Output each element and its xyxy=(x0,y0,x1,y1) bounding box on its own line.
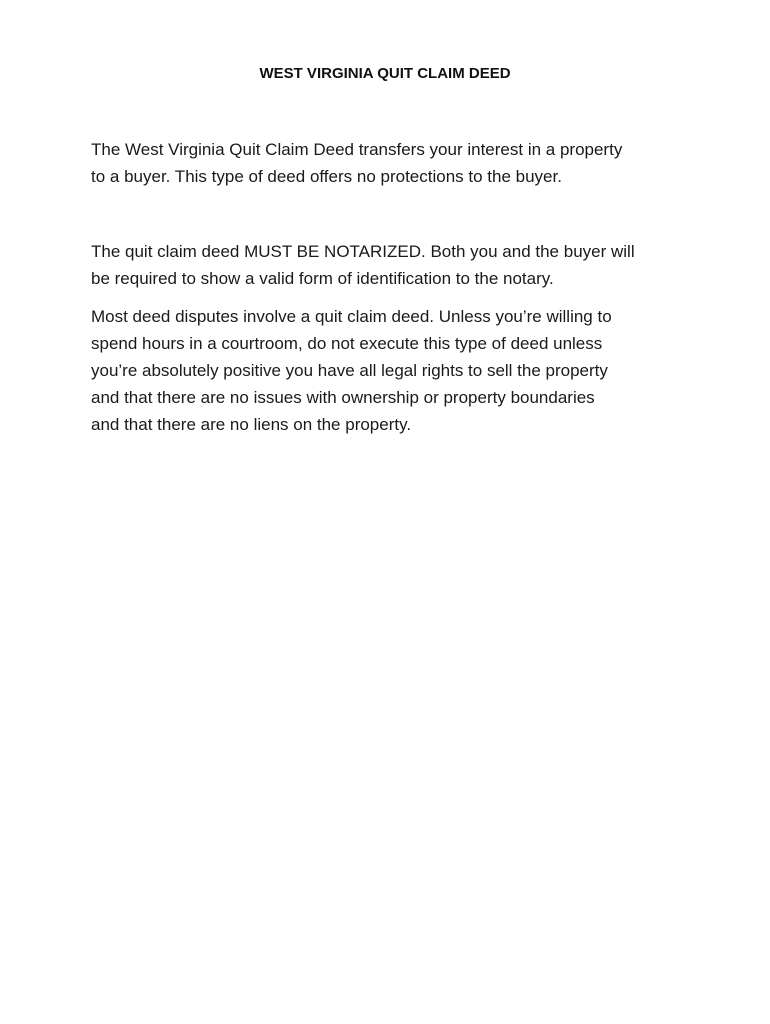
paragraph-line: The quit claim deed MUST BE NOTARIZED. Both you and the buyer will xyxy=(91,242,635,261)
paragraph-line: Most deed disputes involve a quit claim deed. Unless you’re willing to xyxy=(91,307,612,326)
paragraph-line: be required to show a valid form of identification to the notary. xyxy=(91,269,554,288)
paragraph-line: and that there are no issues with ownership or property boundaries xyxy=(91,388,595,407)
paragraph-disputes-warning xyxy=(91,303,691,438)
paragraph-line: spend hours in a courtroom, do not execute this type of deed unless xyxy=(91,334,603,353)
paragraph-notarization xyxy=(91,238,691,292)
document-title: WEST VIRGINIA QUIT CLAIM DEED xyxy=(259,65,511,82)
paragraph-line: you’re absolutely positive you have all legal rights to sell the property xyxy=(91,361,608,380)
paragraph-line: and that there are no liens on the property. xyxy=(91,415,412,434)
paragraph-line: to a buyer. This type of deed offers no protections to the buyer. xyxy=(91,167,562,186)
paragraph-line: The West Virginia Quit Claim Deed transfers your interest in a property xyxy=(91,140,623,159)
paragraph-deed-description xyxy=(91,136,691,190)
